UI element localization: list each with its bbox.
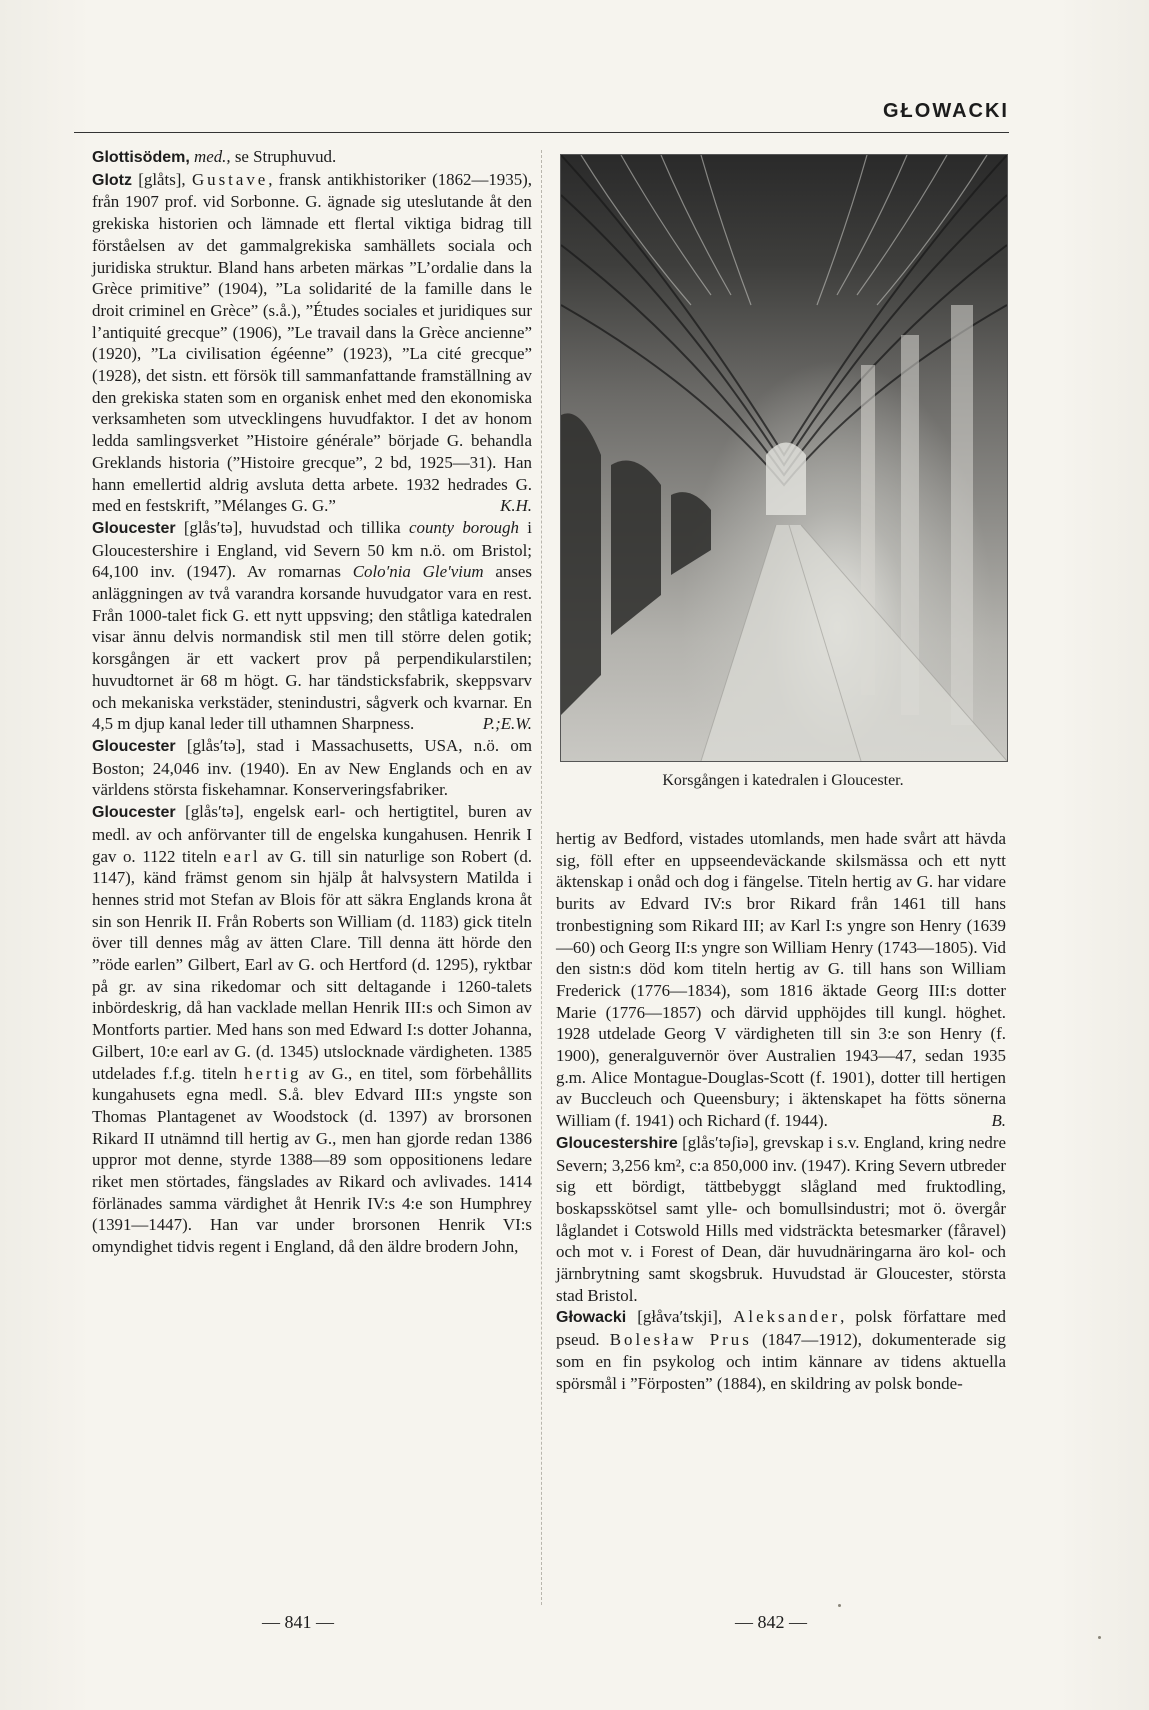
header-rule	[74, 132, 1009, 133]
entry-italic: Colo′nia Gle′vium	[352, 562, 484, 582]
cloister-photo	[560, 154, 1008, 762]
headword: Gloucester	[92, 737, 176, 755]
entry-gloucester-usa	[92, 735, 532, 801]
entry-text: i Gloucestershire i England, vid Severn 50 km n.ö. om Bristol; 64,100 inv. (1947). Av romarnas	[92, 517, 533, 582]
spaced-word: earl	[223, 846, 261, 866]
photo-caption: Korsgången i katedralen i Gloucester.	[662, 772, 904, 789]
entry-text: , fransk antikhistoriker (1862—1935), från 1907 prof. vid Sorbonne. G. ägnade sig uteslutande åt den grekiska historien och lämnade ett flertal viktiga bidrag till förståelsen av det gammalgrekiska samhällets sociala och juridiska struktur. Bland hans arbeten märkas ”L’ordalie dans la Grèce primitive” (1904), ”La solidarité de la famille dans le droit criminel en Grèce” (s.å.), ”Études sociales et juridiques sur l’antiquité grecque” (1906), ”Le travail dans la Grèce ancienne” (1920), ”La civilisation égéenne” (1923), ”La cité grecque” (1928), det sistn. ett försök till sammanfattande framställning av den grekiska staten som en organisk enhet med den ekonomiska verksamheten som utvecklingens huvudfaktor. I det av honom ledda samlingsverket ”Histoire générale” började G. behandla Greklands historia (”Histoire grecque”, 2 bd, 1925—31). Han hann emellertid aldrig avsluta detta arbete. 1932 hedrades G. med en festskrift, ”Mélanges G. G.”	[92, 169, 532, 516]
entry-glotz	[92, 169, 532, 517]
cloister-illustration	[561, 155, 1007, 761]
page-number-right: — 842 —	[735, 1612, 807, 1632]
entry-text: hertig av Bedford, vistades utomlands, men hade svårt att hävda sig, föll efter en uppseendeväckande skilsmässa och ett nytt äktenskap i onåd och dog i fängelse. Titeln hertig av G. har vidare burits av Edvard IV:s bror Rikard från 1461 till hans tronbestigning som Rikard III; av Karl I:s yngre son Henry (1639—60) och Georg II:s yngre son William Henry (1743—1805). Vid den sistn:s död kom titeln hertig av G. till hans son William Frederick (1776—1834), som 1816 äktade Georg III:s dotter Marie (1776—1857) och därvid upphöjdes till kungl. höghet. 1928 utdelade Georg V värdigheten till sin 3:e son Henry (f. 1900), generalguvernör över Australien 1943—47, sedan 1935 g.m. Alice Montague-Douglas-Scott (f. 1901), dotter till hertigen av Buccleuch och Queensbury; i äktenskapet ha fötts sönerna William (f. 1941) och Richard (f. 1944).	[556, 829, 1006, 1131]
signature: B.	[991, 1111, 1006, 1131]
headword: Glottisödem,	[92, 149, 190, 166]
signature: P.;E.W.	[482, 714, 532, 734]
pronunciation: [glåts],	[132, 169, 192, 189]
paper-fleck	[1098, 1636, 1101, 1639]
entry-text: (1847—1912), dokumenterade sig som en fin psykolog och intim kännare av tidens aktuella spörsmål i ”Förposten” (1884), en skildring av polsk bonde-	[556, 1330, 1007, 1393]
spaced-name: Aleksander	[733, 1307, 841, 1327]
entry-gloucester-title	[92, 801, 532, 1258]
entry-text: se Struphuvud.	[230, 147, 337, 166]
entry-text: [glås′təʃiə], grevskap i s.v. England, kring nedre Severn; 3,256 km², c:a 850,000 inv. (1947). Kring Severn utbreder sig ett bördigt, tättbebyggt slågland med fruktodling, boskapsskötsel samt ylle- och bomullsindustri; mot ö. övergår låglandet i Cotswold Hills med vidsträckta betesmarker (fåravel) och mot v. i Forest of Dean, där huvudnäringarna äro kol- och järnbrytning samt skogsbruk. Huvudstad är Gloucester, största stad Bristol.	[556, 1132, 1006, 1305]
entry-gloucestershire	[556, 1132, 1006, 1307]
right-column	[556, 828, 1006, 1394]
entry-italic: county borough	[409, 517, 519, 537]
pronunciation: [głåva′tskji],	[626, 1307, 734, 1327]
entry-text: , polsk författare med pseud.	[556, 1307, 1006, 1350]
spaced-name: Gustave	[191, 169, 269, 189]
entry-text: [glås′tə], engelsk earl- och hertigtitel, buren av medl. av och anförvanter till de engelska kungahusen. Henrik I gav o. 1122 titeln	[92, 802, 532, 866]
headword: Glotz	[92, 171, 132, 189]
entry-glottisodem	[92, 146, 532, 169]
pronunciation: [glås′tə], huvudstad och tillika	[175, 517, 410, 537]
entry-text: anses anläggningen av två varandra korsande huvudgator vara en rest. Från 1000-talet fick G. ett nytt uppsving; den ståtliga katedralen visar ännu delvis normandisk stil men till större delen gotik; korsgången är ett vackert prov på perpendikularstilen; huvudtornet är 68 m högt. G. har tändsticksfabrik, skeppsvarv och mekaniska verkstäder, stenindustri, sågverk och kvarnar. En 4,5 m djup kanal leder till uthamnen Sharpness.	[92, 562, 533, 734]
column-divider	[541, 150, 542, 1605]
spaced-word: hertig	[244, 1063, 302, 1083]
page-number-left: — 841 —	[262, 1612, 334, 1632]
signature: K.H.	[500, 496, 532, 516]
entry-text: av G., en titel, som förbehållits kungahusets egna medl. S.å. blev Edvard III:s yngste son Thomas Plantagenet av Woodstock (d. 1397) av brorsonen Rikard II utnämnd till hertig av G., men han gjorde redan 1386 uppror mot denne, styrde 1388—89 som oppositionens ledare riket men störtades, fängslades av Rikard och avlivades. 1414 förlänades samma värdighet åt Henrik IV:s 4:e son Humphrey (1391—1447). Han var under brorsonen Henrik VI:s omyndighet tidvis regent i England, då den äldre brodern John,	[92, 1063, 533, 1257]
running-head: GŁOWACKI	[883, 100, 1009, 122]
left-column	[92, 146, 532, 1258]
headword: Głowacki	[556, 1309, 627, 1327]
spaced-name: Bolesław Prus	[609, 1330, 752, 1350]
entry-gloucester-title-continued	[556, 828, 1006, 1132]
headword: Gloucestershire	[556, 1134, 678, 1152]
headword: Gloucester	[92, 519, 176, 537]
entry-gloucester-city	[92, 517, 532, 735]
paper-fleck	[838, 1604, 841, 1607]
entry-text: av G. till sin naturlige son Robert (d. 1147), känd främst genom sin hjälp åt halvsystern Matilda i hennes strid mot Stefan av Blois för att säkra Englands krona åt sin son Henrik II. Från Roberts son William (d. 1183) gick titeln över till dennes måg av ätten Clare. Till denna ätt hörde den ”röde earlen” Gilbert, Earl av G. och Hertford (d. 1295), ryktbar på gr. av sina rikedomar och sitt deltagande i 1260-talets inbördeskrig, då han vacklade mellan Henrik III:s och Simon av Montforts partier. Med hans son med Edward I:s dotter Johanna, Gilbert, 10:e earl av G. (d. 1345) utslocknade värdigheten. 1385 utdelades f.f.g. titeln	[92, 846, 532, 1083]
entry-italic: med.,	[194, 147, 231, 166]
entry-glowacki	[556, 1306, 1006, 1394]
headword: Gloucester	[92, 804, 176, 822]
entry-text: [glås′tə], stad i Massachusetts, USA, n.ö. om Boston; 24,046 inv. (1940). En av New Englands och en av världens största fiskehamnar. Konserveringsfabriker.	[92, 735, 532, 800]
